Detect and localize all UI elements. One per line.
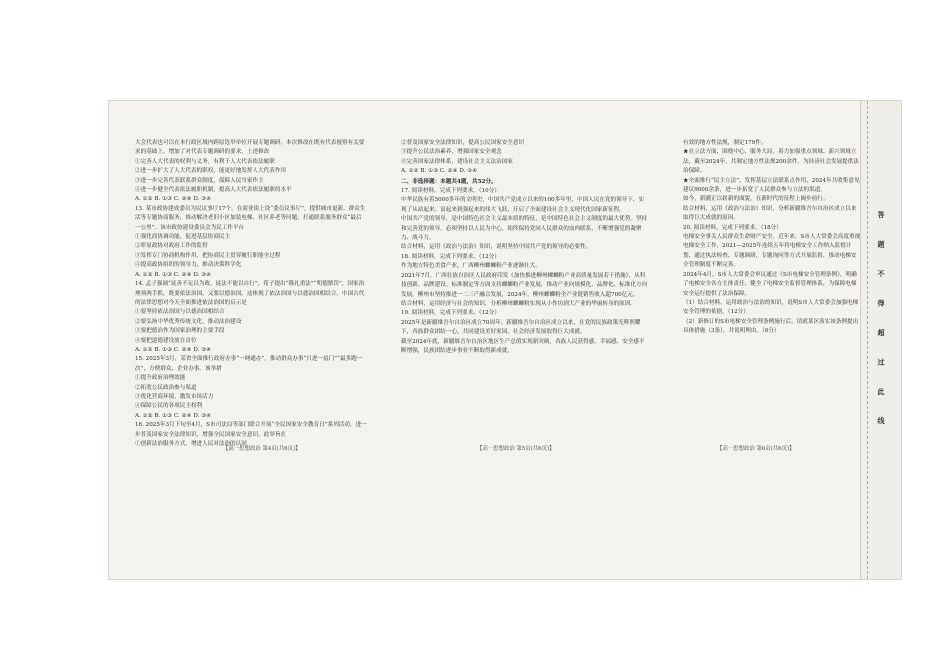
text-line: ①强化商协调功能，促进基层协商民主 — [135, 234, 231, 241]
text-line: 2024年4月，S市人大常委会审议通过《S市电梯安全管理条例》，明确了电梯安全各方主体责任，健全了电梯安全监督管理体系，为保障电梯安全运行提供了法治保障。 — [683, 271, 857, 297]
text-line: A. ①② B. ①③ C. ②④ D. ③④ — [135, 271, 212, 278]
text-line: 结合材料，运用《政治与法治》知识，分析新疆维吾尔自治区成立以来取得巨大成就的原因。 — [683, 205, 857, 222]
binding-dashed-line — [867, 101, 868, 579]
text-line: 截至2024年底，新疆维吾尔自治区地区生产总值实现新突破，各族人民获得感、幸福感、安全感不断增强，民族团结进步事业不断取得新成就。 — [401, 338, 645, 354]
text-line: 作为地方特色美食产业，广西柳州螺蛳粉产业逐渐壮大。 — [401, 263, 541, 270]
text-line: 19. 阅读材料，完成下列要求。（12分） — [401, 310, 500, 317]
text-line: 二、非选择题：本题共4题，共52分。 — [401, 178, 497, 185]
text-line: ①创新法治服务方式，增进人民对法治的认同 — [135, 441, 247, 447]
exam-sheet — [108, 100, 902, 580]
text-line: ④保障公民的各项民主权利 — [135, 403, 203, 410]
text-line: ④提高政协组织的领导力，推动决策科学化 — [135, 262, 242, 269]
text-line: ★在立法方面，围绕中心、服务大局，着力加强重点领域、新兴领域立法，截至2024年，共制定地方性法规200余件，为经济社会发展提供法治保障。 — [683, 149, 859, 175]
binding-warning-label: 答 题 不 得 超 过 此 线 — [877, 211, 886, 435]
text-line: ③进一步完善代表联系群众制度，保障人民当家作主 — [135, 177, 264, 184]
text-line: 有效的地方性法规，制定179件。 — [683, 140, 767, 146]
page-4-column — [135, 139, 367, 555]
text-line: 结合材料，运用经济与社会的知识，分析柳州螺蛳粉实现从小作坊到大产业的华丽转身的原因。 — [401, 300, 636, 307]
text-line: 2021年7月，广西壮族自治区人民政府印发《加快推进柳州螺蛳粉产业高质量发展若干措施》，从科技创新、品牌建设、标准制定等方面支持螺蛳粉产业发展，推动产业向规模化、品牌化、标准化方向发展。柳州市坚持推进一二三产融合发展，2024年，柳州螺蛳粉全产业链销售收入超700亿元。 — [401, 272, 648, 298]
binding-margin — [860, 101, 901, 579]
text-line: A. ①② B. ①③ C. ②④ D. ③④ — [135, 346, 212, 353]
text-line: 16. 2025年3月下旬至4月，S市司法局等部门联合开展“全民国家安全教育日”系列活动，进一步普及国家安全法律知识，增强全民国家安全意识。此举旨在 — [135, 422, 367, 438]
text-line: A. ①② B. ①③ C. ②④ D. ③④ — [135, 412, 212, 419]
text-line: A. ①② B. ①③ C. ②④ D. ③④ — [401, 168, 478, 175]
text-line: 18. 阅读材料，完成下列要求。（12分） — [401, 253, 500, 260]
text-line: 结合材料，运用《政治与法治》知识，说明坚持中国共产党的领导的必要性。 — [401, 244, 592, 251]
text-line: 13. 某市政协建成委员为民议事厅17个。在商业街上设“委员议事厅”，提供城市更新、群众生活等专题协商服务，推动解决老旧小区加装电梯、社区养老等问题，打通联系服务群众“最后一公里”。该市政协建设委员会为民工作平台 — [135, 205, 366, 231]
text-line: ①提升政府治理效能 — [135, 375, 186, 382]
text-line: 如今，新疆正以崭新的面貌，在新时代的征程上阔步前行。 — [683, 196, 829, 203]
text-line: 15. 2025年3月，某省全面推行政府办事“一网通办”，推动群众办事“只进一扇门”“最多跑一次”，方便群众、企业办事。该举措 — [135, 356, 363, 372]
page-5-footer: 【高一思想政治 第5页(共6页)】 — [477, 446, 555, 452]
text-line: ②普及国家安全法律知识，提高公民国家安全意识 — [401, 140, 525, 146]
text-line: 电梯安全事关人民群众生命财产安全。近年来，S市人大常委会高度重视电梯安全工作，2021—2025年连续五年将电梯安全工作纳入监督计划，通过执法检查、专题调研、专题询问等方式开展监督，推动电梯安全管理制度不断完善。 — [683, 234, 861, 269]
text-line: ②彰显政协对政府工作的监督 — [135, 243, 208, 250]
text-line: 2025年是新疆维吾尔自治区成立70周年。新疆维吾尔自治区成立以来，在党的民族政策光辉照耀下，各族群众团结一心，共同建设美好家园，社会经济发展取得巨大成就。 — [401, 319, 641, 336]
text-line: 17. 阅读材料，完成下列要求。（10分） — [401, 188, 500, 195]
text-line: 大会代表也可以在本行政区域内跨原选举单位开展专题调研。本次修改在既有代表视察有关要求的基础上，增加了对代表专题调研的要求。上述修改 — [135, 140, 365, 156]
text-line: ①要坚持依法治国与以德治国相结合 — [135, 309, 225, 316]
text-line: ③优化营商环境，激发市场活力 — [135, 393, 214, 400]
text-line: ②要弘扬中华优秀传统文化，推动法治建设 — [135, 318, 242, 325]
text-line: ③提升公民法治素养，增强国家安全观念 — [401, 149, 502, 156]
text-line: A. ①② B. ①③ C. ②④ D. ③④ — [135, 196, 212, 203]
text-line: 中华民族有着5000多年的文明史，中国共产党成立以来的100多年里，中国人民在党的领导下，实现了从站起来、富起来到强起来的伟大飞跃，开启了全面建设社会主义现代化国家新征程。 — [401, 197, 645, 213]
text-line: 中国共产党的领导，是中国特色社会主义最本质的特征，是中国特色社会主义制度的最大优势。坚持和完善党的领导，必须坚持以人民为中心，始终保持党同人民群众的血肉联系，不断增强党的凝聚力、战斗力。 — [401, 216, 648, 242]
text-line: ③发挥专门协商机构作用，把协商民主贯穿履行职能全过程 — [135, 252, 281, 259]
text-line: （2）新修订的S市电梯安全管理条例施行后，请就某区落实该条例提出具体措施（3条），并说明理由。（6分） — [683, 318, 859, 335]
text-line: ④进一步健全代表依法履职机制，提高人大代表依法履职的水平 — [135, 187, 292, 194]
text-line: ③要把德治作为国家治理的主要手段 — [135, 328, 225, 335]
page-6-footer: 【高一思想政治 第6页(共6页)】 — [717, 446, 795, 452]
text-line: ④要把道德建设放在首位 — [135, 337, 197, 344]
page-6-column — [683, 139, 861, 555]
text-line: 14. 孟子强调“徒善不足以为政，徒法不能以自行”，荀子提出“隆礼重法”“明德慎罚”，国家治理须两手抓，既要依法治国，又要以德治国。这体现了依法治国与以德治国相结合。中国古代的法律思想对今天全面推进依法治国的启示是 — [135, 281, 365, 306]
text-line: ②进一步扩大了人大代表的职权，能更好地发挥人大代表作用 — [135, 168, 287, 175]
text-line: ②拓宽公民政治参与渠道 — [135, 384, 197, 391]
page-5-column — [401, 139, 649, 555]
text-line: （1）结合材料，运用政治与法治的知识，说明S市人大常委会加强电梯安全管理的依据。（12分） — [683, 299, 859, 316]
text-line: ★全面推行“民主立法”，发挥基层立法联系点作用，2024年共收集意见建议9000余条，进一步拓宽了人民群众参与立法的渠道。 — [683, 177, 860, 194]
text-line: ①完善人大代表的权利与义务，有利于人大代表依法履职 — [135, 158, 275, 165]
page-4-footer: 【高一思想政治 第4页(共6页)】 — [223, 446, 301, 452]
text-line: ④完善国家法律体系，建设社会主义法治国家 — [401, 158, 513, 165]
text-line: 20. 阅读材料，完成下列要求。（18分） — [683, 224, 782, 231]
